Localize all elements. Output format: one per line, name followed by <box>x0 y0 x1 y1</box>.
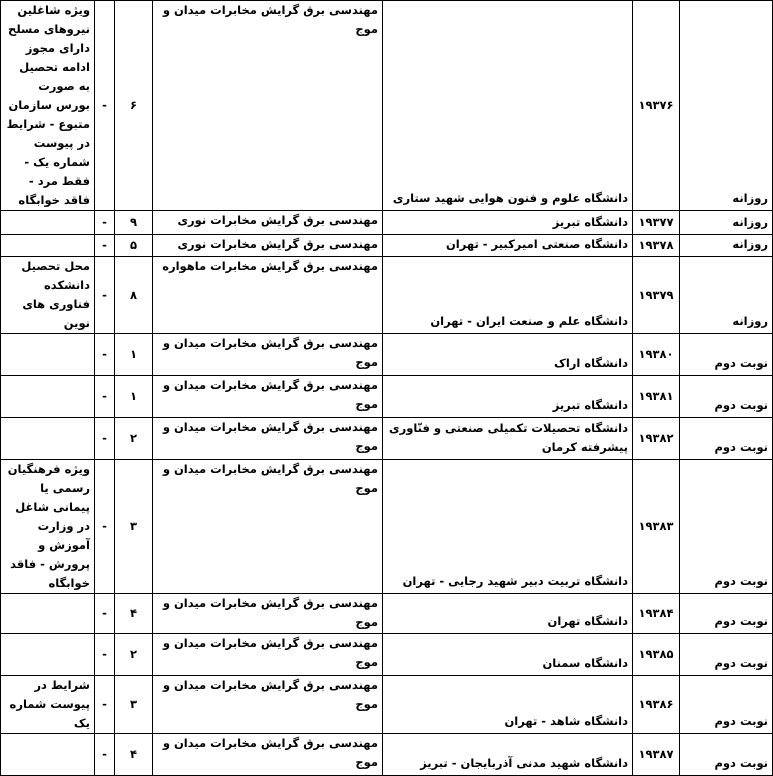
dash-cell: - <box>95 676 115 734</box>
table-row <box>1 211 773 235</box>
dash-cell: - <box>95 257 115 334</box>
table-row <box>1 376 773 418</box>
note <box>1 211 95 235</box>
program-code: ۱۹۳۷۶ <box>633 1 680 211</box>
note <box>1 634 95 676</box>
program-type: روزانه <box>680 257 773 334</box>
field-name: مهندسی برق گرایش مخابرات میدان و موج <box>153 634 383 676</box>
table-row <box>1 1 773 211</box>
program-code: ۱۹۳۸۱ <box>633 376 680 418</box>
university-name: دانشگاه تحصیلات تکمیلی صنعتی و فنّاوری پیشرفته کرمان <box>383 418 633 460</box>
program-code: ۱۹۳۸۵ <box>633 634 680 676</box>
field-name: مهندسی برق گرایش مخابرات میدان و موج <box>153 734 383 776</box>
program-type: نوبت دوم <box>680 418 773 460</box>
capacity: ۴ <box>115 734 153 776</box>
table-row <box>1 634 773 676</box>
field-name: مهندسی برق گرایش مخابرات میدان و موج <box>153 334 383 376</box>
table-row <box>1 334 773 376</box>
dash-cell: - <box>95 376 115 418</box>
field-name: مهندسی برق گرایش مخابرات میدان و موج <box>153 460 383 594</box>
dash-cell: - <box>95 1 115 211</box>
university-name: دانشگاه تبریز <box>383 376 633 418</box>
program-code: ۱۹۳۸۰ <box>633 334 680 376</box>
program-code: ۱۹۳۷۷ <box>633 211 680 235</box>
note: ویژه فرهنگیان رسمی یا پیمانی شاغل در وزارت آموزش و پرورش - فاقد خوابگاه <box>1 460 95 594</box>
dash-cell: - <box>95 334 115 376</box>
program-type: نوبت دوم <box>680 634 773 676</box>
note <box>1 334 95 376</box>
university-name: دانشگاه تربیت دبیر شهید رجایی - تهران <box>383 460 633 594</box>
capacity: ۳ <box>115 460 153 594</box>
table-row <box>1 257 773 334</box>
dash-cell: - <box>95 235 115 257</box>
university-name: دانشگاه تبریز <box>383 211 633 235</box>
program-code: ۱۹۳۸۴ <box>633 594 680 634</box>
program-type: روزانه <box>680 211 773 235</box>
university-name: دانشگاه صنعتی امیرکبیر - تهران <box>383 235 633 257</box>
program-type: نوبت دوم <box>680 460 773 594</box>
dash-cell: - <box>95 418 115 460</box>
capacity: ۳ <box>115 676 153 734</box>
program-code: ۱۹۳۸۳ <box>633 460 680 594</box>
dash-cell: - <box>95 211 115 235</box>
program-code: ۱۹۳۷۸ <box>633 235 680 257</box>
note <box>1 734 95 776</box>
capacity: ۱ <box>115 376 153 418</box>
capacity: ۲ <box>115 418 153 460</box>
dash-cell: - <box>95 634 115 676</box>
university-name: دانشگاه سمنان <box>383 634 633 676</box>
field-name: مهندسی برق گرایش مخابرات میدان و موج <box>153 594 383 634</box>
note: ویژه شاغلین نیروهای مسلح دارای مجوز ادامه تحصیل به صورت بورس سازمان متبوع - شرایط در پیوست شماره یک - فقط مرد - فاقد خوابگاه <box>1 1 95 211</box>
program-code: ۱۹۳۷۹ <box>633 257 680 334</box>
program-type: نوبت دوم <box>680 334 773 376</box>
note: شرایط در پیوست شماره یک <box>1 676 95 734</box>
field-name: مهندسی برق گرایش مخابرات میدان و موج <box>153 1 383 211</box>
field-name: مهندسی برق گرایش مخابرات میدان و موج <box>153 418 383 460</box>
university-name: دانشگاه شاهد - تهران <box>383 676 633 734</box>
capacity: ۲ <box>115 634 153 676</box>
program-type: روزانه <box>680 235 773 257</box>
program-code: ۱۹۳۸۷ <box>633 734 680 776</box>
table-row <box>1 594 773 634</box>
note: محل تحصیل دانشکده فناوری های نوین <box>1 257 95 334</box>
table-row <box>1 235 773 257</box>
table-row <box>1 676 773 734</box>
field-name: مهندسی برق گرایش مخابرات میدان و موج <box>153 376 383 418</box>
university-name: دانشگاه اراک <box>383 334 633 376</box>
program-type: روزانه <box>680 1 773 211</box>
note <box>1 594 95 634</box>
dash-cell: - <box>95 734 115 776</box>
dash-cell: - <box>95 594 115 634</box>
table-row <box>1 460 773 594</box>
capacity: ۵ <box>115 235 153 257</box>
capacity: ۴ <box>115 594 153 634</box>
note <box>1 235 95 257</box>
note <box>1 376 95 418</box>
field-name: مهندسی برق گرایش مخابرات نوری <box>153 211 383 235</box>
university-name: دانشگاه علم و صنعت ایران - تهران <box>383 257 633 334</box>
capacity: ۱ <box>115 334 153 376</box>
note <box>1 418 95 460</box>
table-row <box>1 734 773 776</box>
university-name: دانشگاه تهران <box>383 594 633 634</box>
dash-cell: - <box>95 460 115 594</box>
table-row <box>1 418 773 460</box>
university-name: دانشگاه شهید مدنی آذربایجان - تبریز <box>383 734 633 776</box>
capacity: ۶ <box>115 1 153 211</box>
program-type: نوبت دوم <box>680 734 773 776</box>
program-type: نوبت دوم <box>680 594 773 634</box>
field-name: مهندسی برق گرایش مخابرات ماهواره <box>153 257 383 334</box>
program-type: نوبت دوم <box>680 376 773 418</box>
university-name: دانشگاه علوم و فنون هوایی شهید ستاری <box>383 1 633 211</box>
program-type: نوبت دوم <box>680 676 773 734</box>
field-name: مهندسی برق گرایش مخابرات نوری <box>153 235 383 257</box>
program-code: ۱۹۳۸۶ <box>633 676 680 734</box>
capacity: ۹ <box>115 211 153 235</box>
field-name: مهندسی برق گرایش مخابرات میدان و موج <box>153 676 383 734</box>
program-code: ۱۹۳۸۲ <box>633 418 680 460</box>
capacity: ۸ <box>115 257 153 334</box>
